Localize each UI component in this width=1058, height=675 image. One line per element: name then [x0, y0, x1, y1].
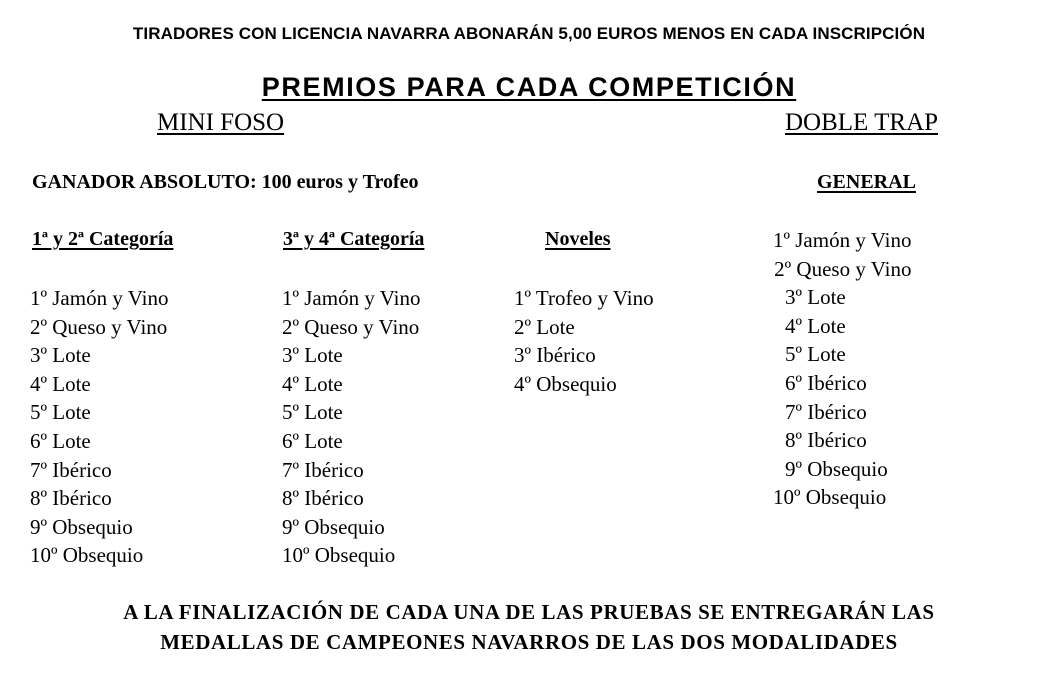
list-item: 5º Lote [30, 400, 91, 425]
list-item: 6º Lote [30, 428, 91, 453]
list-item: 2º Queso y Vino [774, 256, 912, 281]
list-item: 4º Lote [30, 371, 91, 396]
list-item: 7º Ibérico [785, 399, 867, 424]
doble-trap-general-prize-list [773, 226, 911, 512]
list-item: 7º Ibérico [30, 457, 112, 482]
list-item: 5º Lote [282, 400, 343, 425]
footer-line-1: A LA FINALIZACIÓN DE CADA UNA DE LAS PRUEBAS SE ENTREGARÁN LAS [123, 600, 935, 624]
list-item: 8º Ibérico [282, 486, 364, 511]
list-item: 10º Obsequio [773, 485, 887, 510]
list-item: 3º Lote [30, 343, 91, 368]
list-item: 7º Ibérico [282, 457, 364, 482]
list-item: 1º Trofeo y Vino [514, 286, 654, 310]
list-item: 9º Obsequio [785, 456, 888, 481]
list-item: 4º Lote [282, 371, 343, 396]
list-item: 6º Ibérico [785, 370, 867, 395]
footer-line-2: MEDALLAS DE CAMPEONES NAVARROS DE LAS DOS MODALIDADES [160, 630, 898, 654]
list-item: 9º Obsequio [282, 514, 385, 539]
list-item: 9º Obsequio [30, 514, 133, 539]
list-item: 3º Lote [282, 343, 343, 368]
list-item: 1º Jamón y Vino [773, 228, 912, 252]
category-1-2-prize-list [30, 284, 168, 570]
list-item: 10º Obsequio [282, 543, 396, 568]
medals-footer [0, 597, 1058, 657]
noveles-heading: Noveles [545, 228, 611, 250]
list-item: 1º Jamón y Vino [282, 286, 421, 310]
list-item: 5º Lote [785, 342, 846, 367]
list-item: 6º Lote [282, 428, 343, 453]
list-item: 8º Ibérico [785, 428, 867, 453]
category-3-4-heading: 3ª y 4ª Categoría [283, 228, 425, 250]
category-3-4-prize-list [282, 284, 420, 570]
list-item: 4º Obsequio [514, 371, 617, 396]
prizes-title: PREMIOS PARA CADA COMPETICIÓN [261, 72, 797, 102]
list-item: 10º Obsequio [30, 543, 144, 568]
list-item: 3º Ibérico [514, 343, 596, 368]
list-item: 2º Lote [514, 314, 575, 339]
noveles-prize-list [514, 284, 654, 398]
license-discount-notice: TIRADORES CON LICENCIA NAVARRA ABONARÁN 5,00 EUROS MENOS EN CADA INSCRIPCIÓN [132, 24, 926, 43]
mini-foso-heading: MINI FOSO [157, 109, 285, 136]
general-heading: GENERAL [817, 171, 916, 193]
category-1-2-heading: 1ª y 2ª Categoría [32, 228, 174, 250]
list-item: 3º Lote [785, 285, 846, 310]
list-item: 4º Lote [785, 313, 846, 338]
ganador-absoluto: GANADOR ABSOLUTO: 100 euros y Trofeo [32, 171, 419, 193]
list-item: 2º Queso y Vino [282, 314, 420, 339]
list-item: 8º Ibérico [30, 486, 112, 511]
doble-trap-heading: DOBLE TRAP [785, 109, 939, 136]
list-item: 1º Jamón y Vino [30, 286, 169, 310]
list-item: 2º Queso y Vino [30, 314, 168, 339]
